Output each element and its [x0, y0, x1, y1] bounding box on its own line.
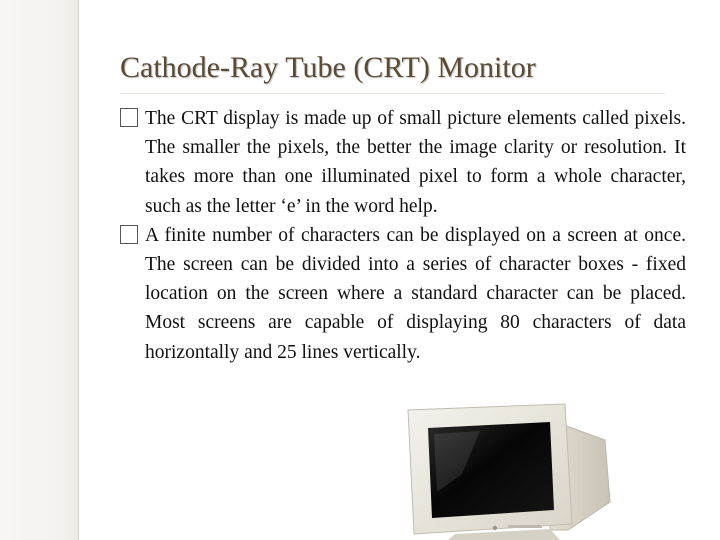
bullet-item [118, 221, 686, 367]
control-strip [508, 525, 542, 528]
slide-title: Cathode-Ray Tube (CRT) Monitor [120, 51, 536, 84]
bullet-item [118, 104, 686, 221]
crt-monitor-illustration [400, 402, 615, 540]
bullet-list [118, 104, 686, 367]
left-divider [78, 0, 79, 540]
bullet-text: A finite number of characters can be displayed on a screen at once. The screen can be divided into a series of character boxes - fixed location on the screen where a standard character can be placed. Most screens are capable of displaying 80 characters of data horizontally and 25 lines vertically. [145, 224, 686, 363]
left-decorative-band [0, 0, 78, 540]
title-underline [120, 93, 665, 94]
square-bullet-icon [120, 108, 138, 127]
power-button-icon [493, 526, 497, 530]
bullet-text: The CRT display is made up of small picture elements called pixels. The smaller the pixels, the better the image clarity or resolution. It takes more than one illuminated pixel to form a whole character, such as the letter ‘e’ in the word help. [145, 108, 686, 217]
square-bullet-icon [120, 225, 138, 244]
